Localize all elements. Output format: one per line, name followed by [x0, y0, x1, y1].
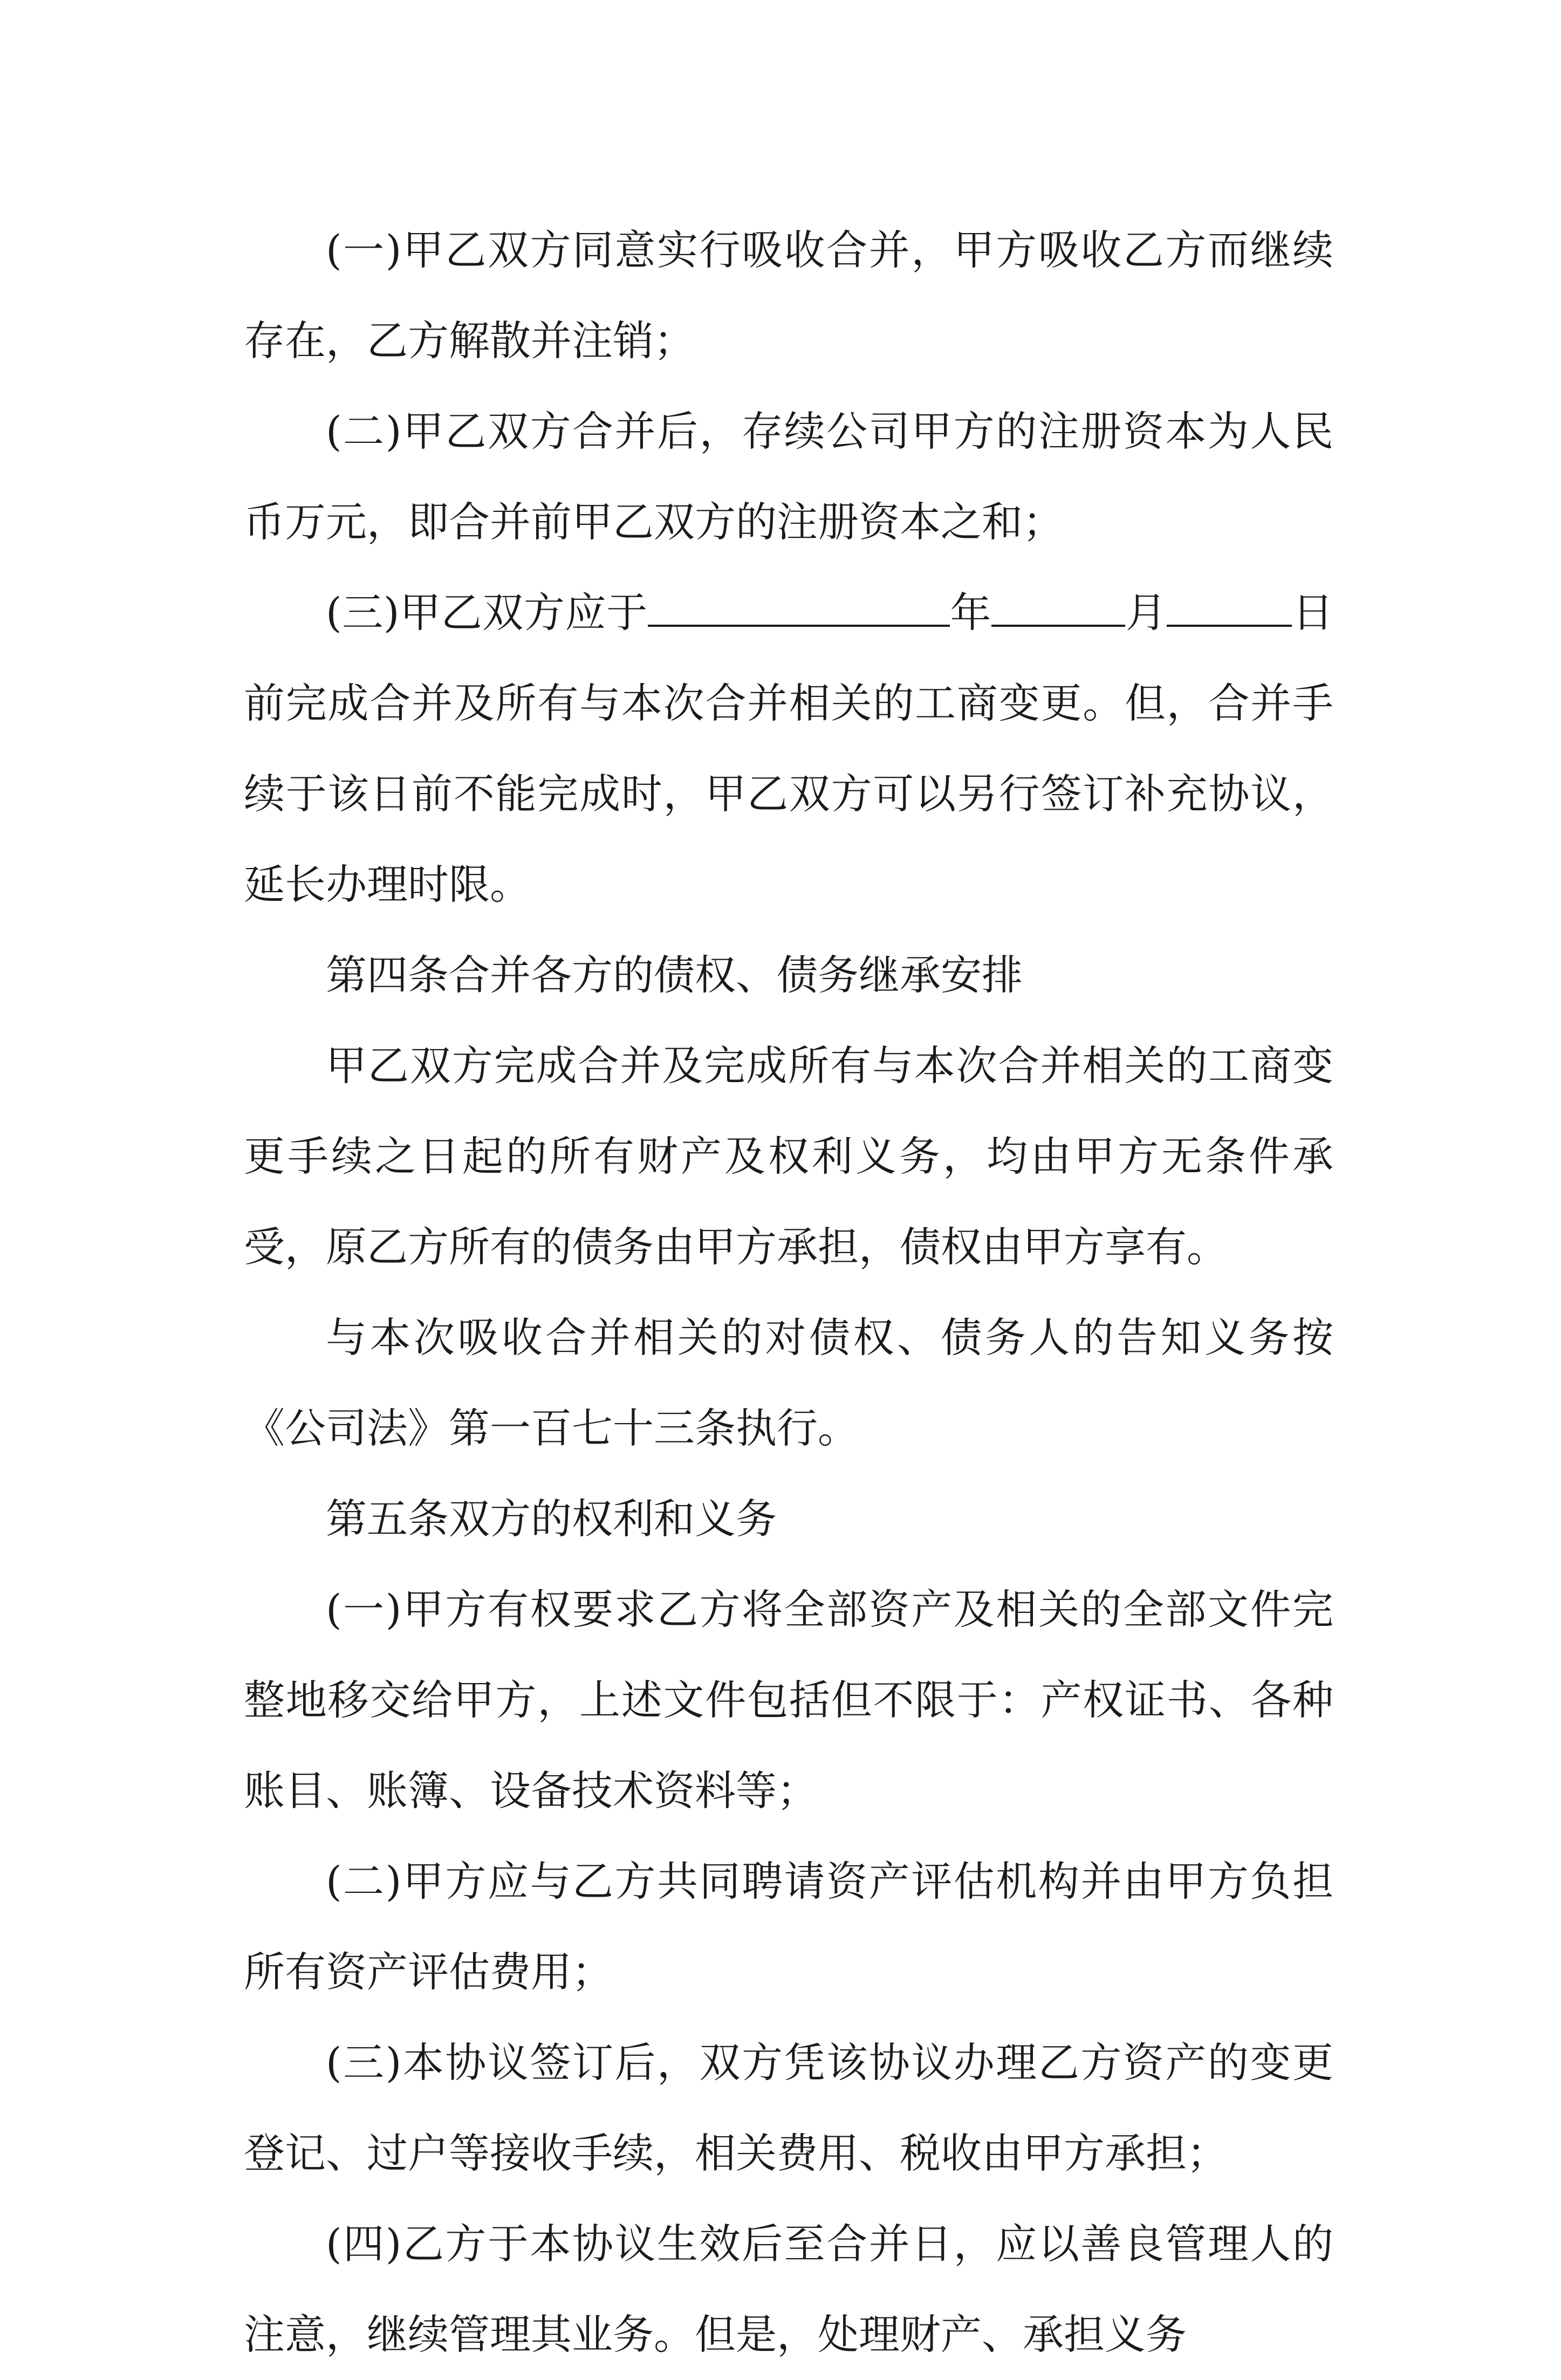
paragraph-asset-transfer: (一)甲方有权要求乙方将全部资产及相关的全部文件完整地移交给甲方，上述文件包括但不限于：产权证书、各种账目、账簿、设备技术资料等；	[244, 1585, 1333, 1815]
document-body	[244, 205, 1333, 2380]
paragraph-registration-change: (三)本协议签订后，双方凭该协议办理乙方资产的变更登记、过户等接收手续，相关费用、税收由甲方承担；	[244, 2039, 1333, 2177]
deadline-suffix: 前完成合并及所有与本次合并相关的工商变更。但，合并手续于该日前不能完成时，甲乙双方可以另行签订补充协议，延长办理时限。	[244, 679, 1333, 908]
year-label: 年	[949, 589, 992, 637]
month-label: 月	[1125, 589, 1167, 637]
article-5-heading: 第五条双方的权利和义务	[326, 1495, 777, 1543]
paragraph-debt-succession: 甲乙双方完成合并及完成所有与本次合并相关的工商变更手续之日起的所有财产及权利义务，均由甲方无条件承受，原乙方所有的债务由甲方承担，债权由甲方享有。	[244, 1042, 1333, 1271]
day-blank	[1167, 591, 1292, 627]
paragraph-asset-appraisal: (二)甲方应与乙方共同聘请资产评估机构并由甲方负担所有资产评估费用；	[244, 1857, 1333, 1996]
deadline-prefix: (三)甲乙双方应于	[326, 589, 648, 637]
year-blank	[648, 591, 950, 627]
article-4-heading: 第四条合并各方的债权、债务继承安排	[326, 951, 1023, 999]
paragraph-completion-deadline	[244, 567, 1333, 930]
paragraph-notification-duty: 与本次吸收合并相关的对债权、债务人的告知义务按《公司法》第一百七十三条执行。	[244, 1314, 1333, 1452]
paragraph-merger-type: (一)甲乙双方同意实行吸收合并，甲方吸收乙方而继续存在，乙方解散并注销；	[244, 226, 1333, 365]
paragraph-business-management: (四)乙方于本协议生效后至合并日，应以善良管理人的注意，继续管理其业务。但是，处理财产、承担义务	[244, 2220, 1333, 2358]
month-blank	[991, 591, 1125, 627]
day-label: 日	[1292, 589, 1334, 637]
paragraph-registered-capital: (二)甲乙双方合并后，存续公司甲方的注册资本为人民币万元，即合并前甲乙双方的注册资本之和；	[244, 407, 1333, 546]
